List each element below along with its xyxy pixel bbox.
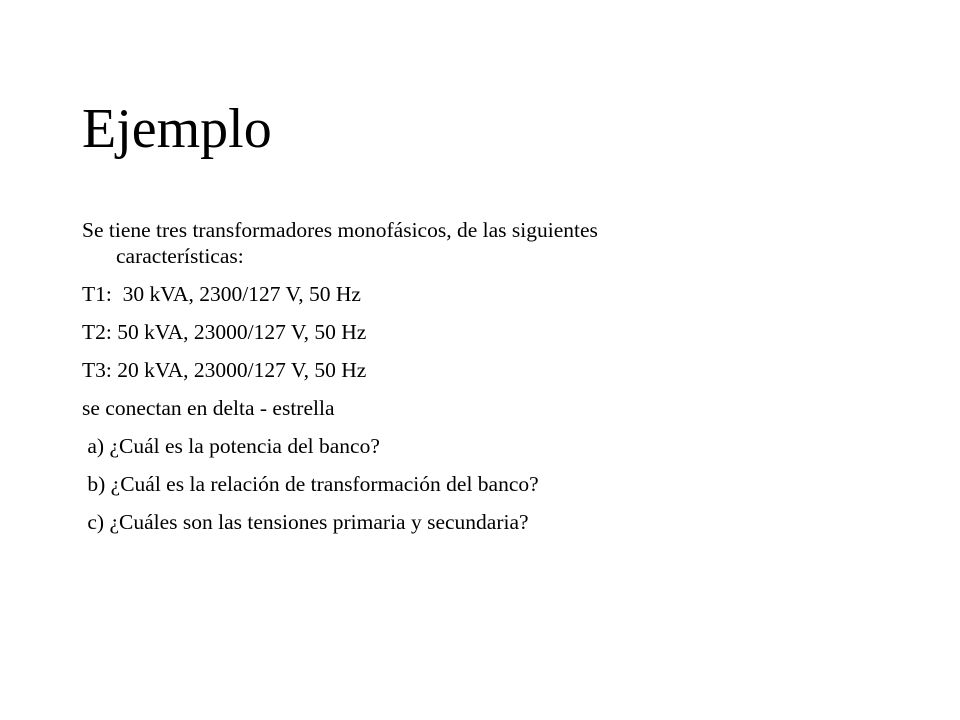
slide-title: Ejemplo — [82, 98, 272, 160]
spec-t2: T2: 50 kVA, 23000/127 V, 50 Hz — [82, 320, 367, 344]
spec-t3: T3: 20 kVA, 23000/127 V, 50 Hz — [82, 358, 367, 382]
connection-statement: se conectan en delta - estrella — [82, 396, 335, 420]
intro-line-2: características: — [116, 244, 244, 268]
question-c: c) ¿Cuáles son las tensiones primaria y secundaria? — [82, 510, 529, 534]
intro-paragraph — [82, 217, 912, 269]
slide-body — [82, 217, 912, 547]
question-b: b) ¿Cuál es la relación de transformación del banco? — [82, 472, 539, 496]
question-a: a) ¿Cuál es la potencia del banco? — [82, 434, 380, 458]
spec-t1: T1: 30 kVA, 2300/127 V, 50 Hz — [82, 282, 361, 306]
intro-line-1: Se tiene tres transformadores monofásicos, de las siguientes — [82, 218, 598, 242]
